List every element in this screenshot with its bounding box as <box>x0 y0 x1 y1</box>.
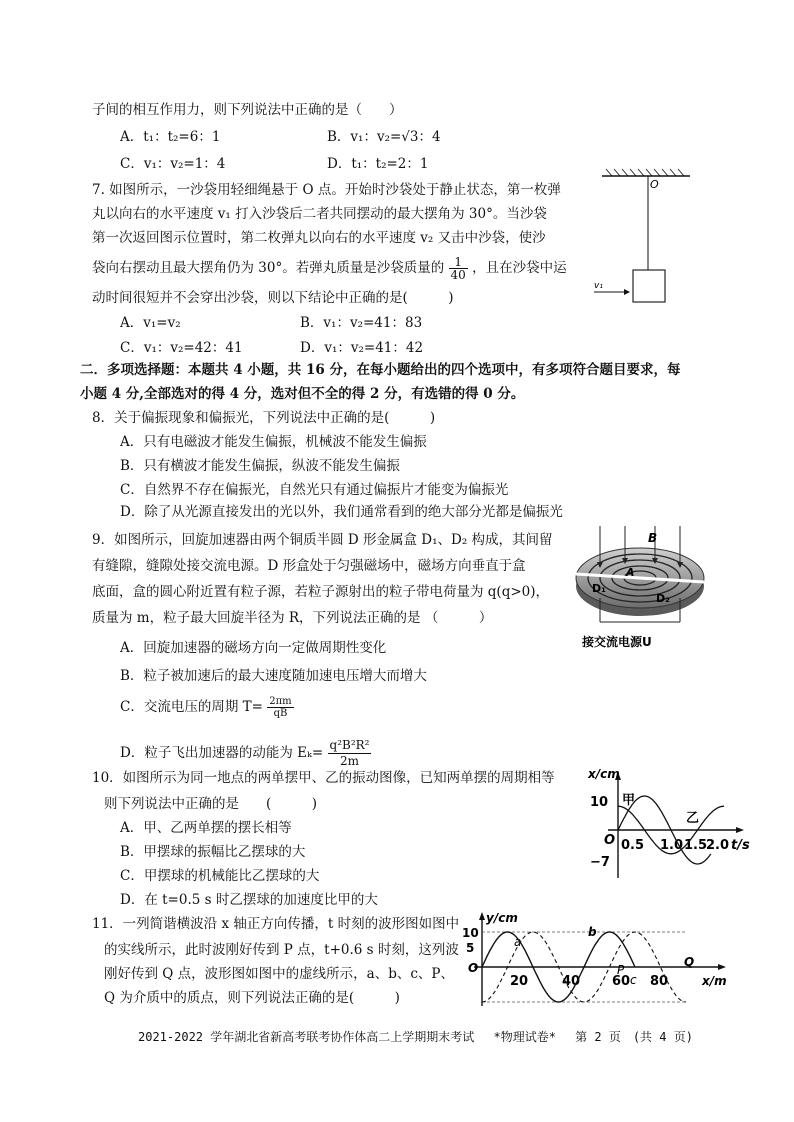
q10-option-d: D．在 t=0.5 s 时乙摆球的加速度比甲的大 <box>120 892 378 908</box>
q9-option-d <box>120 738 371 769</box>
q7-v1-label: v₁ <box>594 281 603 291</box>
q7-option-c: C．v₁：v₂=42：41 <box>120 340 243 356</box>
q10-chart <box>588 768 758 888</box>
q6-option-c: C．v₁：v₂=1：4 <box>120 156 226 172</box>
q11-point-c: c <box>630 973 637 987</box>
page-footer: 2021-2022 学年湖北省新高考联考协作体高二上学期期末考试 *物理试卷* 第 2 页 (共 4 页) <box>138 1030 693 1044</box>
q11-xtick-20: 20 <box>510 974 529 989</box>
q7-option-a: A．v₁=v₂ <box>120 315 181 331</box>
q10-series-jia-label: 甲 <box>622 793 636 808</box>
q9-option-b: B．粒子被加速后的最大速度随加速电压增大而增大 <box>120 668 427 684</box>
q10-ytick-neg7: −7 <box>590 855 610 870</box>
q11-point-q: Q <box>684 955 695 969</box>
q9-line-4: 质量为 m，粒子最大回旋半径为 R，下列说法正确的是 （ ） <box>92 610 493 626</box>
q11-xtick-80: 80 <box>650 974 669 989</box>
q6-option-d: D．t₁：t₂=2：1 <box>327 156 429 172</box>
q10-option-a: A．甲、乙两单摆的摆长相等 <box>120 820 292 836</box>
arrow-right-icon <box>718 964 726 970</box>
arrow-right-icon <box>624 289 630 295</box>
q9-d-num: q²B²R² <box>329 738 370 752</box>
q10-series-yi-label: 乙 <box>686 811 700 826</box>
q9-line-3: 底面，盒的圆心附近置有粒子源，若粒子源射出的粒子带电荷量为 q(q>0)， <box>92 584 550 600</box>
q10-ylabel: x/cm <box>588 768 620 781</box>
q9-b-label: B <box>648 531 658 545</box>
q10-option-c: C．甲摆球的机械能比乙摆球的大 <box>120 868 320 884</box>
q7-line-5: 动时间很短并不会穿出沙袋，则以下结论中正确的是( ) <box>92 290 454 306</box>
q11-ytick-5: 5 <box>466 941 475 955</box>
q11-point-b: b <box>588 925 597 939</box>
q9-d-den: 2m <box>339 754 359 768</box>
q11-xlabel: x/m <box>702 974 727 988</box>
q9-line-2: 有缝隙，缝隙处接交流电源。D 形盒处于匀强磁场中，磁场方向垂直于盒 <box>92 558 526 574</box>
q6-tail: 子间的相互作用力，则下列说法中正确的是（ ） <box>92 102 403 118</box>
q11-line-3: 刚好传到 Q 点，波形图如图中的虚线所示，a、b、c、P、 <box>104 966 454 982</box>
q9-caption: 接交流电源U <box>582 635 652 649</box>
q7-mass-fraction <box>449 256 468 281</box>
q6-option-b: B．v₁：v₂=√3：4 <box>327 129 441 145</box>
q7-line-2: 丸以向右的水平速度 v₁ 打入沙袋后二者共同摆动的最大摆角为 30°。当沙袋 <box>92 206 547 222</box>
q6-option-a: A．t₁：t₂=6：1 <box>120 129 221 145</box>
arrow-up-icon <box>479 912 485 920</box>
section2-heading-line2: 小题 4 分,全部选对的得 4 分，选对但不全的得 2 分，有选错的得 0 分。 <box>80 386 525 402</box>
q7-o-label: O <box>650 178 659 191</box>
q9-option-c <box>120 696 294 719</box>
q7-line-4-text: 袋向右摆动且最大摆角仍为 30°。若弹丸质量是沙袋质量的 <box>92 260 445 276</box>
q10-ytick-10: 10 <box>590 795 609 810</box>
q10-origin: O <box>604 833 616 848</box>
q11-point-p: P <box>617 963 625 977</box>
q9-d2-label: D₂ <box>656 592 670 605</box>
q8-option-d: D．除了从光源直接发出的光以外，我们通常看到的绝大部分光都是偏振光 <box>120 504 563 520</box>
q7-line-1: 7. 如图所示，一沙袋用轻细绳悬于 O 点。开始时沙袋处于静止状态，第一枚弹 <box>92 182 561 198</box>
q9-period-fraction <box>267 696 293 719</box>
q11-origin: O <box>468 961 479 975</box>
q9-energy-fraction <box>328 738 372 769</box>
q10-xtick-0: 0.5 <box>621 838 645 853</box>
q9-option-d-text: D．粒子飞出加速器的动能为 Eₖ= <box>120 745 324 761</box>
arrow-right-icon <box>736 827 744 833</box>
q7-option-d: D．v₁：v₂=41：42 <box>300 340 424 356</box>
q7-line-4-tail: ，且在沙袋中运 <box>472 260 567 276</box>
q10-line-2: 则下列说法中正确的是 ( ) <box>104 796 318 812</box>
q9-option-c-text: C．交流电压的周期 T= <box>120 699 263 715</box>
q9-c-den: qB <box>273 708 288 719</box>
q9-c-num: 2πm <box>269 696 292 707</box>
q10-xtick-1: 1.0 <box>660 838 684 853</box>
q9-a-label: A <box>626 566 635 579</box>
section2-heading-line1: 二．多项选择题：本题共 4 小题，共 16 分，在每小题给出的四个选项中，有多项符合题目要求，每 <box>80 362 681 378</box>
q9-d1-label: D₁ <box>592 582 606 595</box>
q11-xtick-60: 60 <box>612 974 631 989</box>
q7-line-4 <box>92 256 567 281</box>
q8-option-b: B．只有横波才能发生偏振，纵波不能发生偏振 <box>120 458 400 474</box>
q7-frac-num: 1 <box>449 256 468 269</box>
q9-line-1: 9．如图所示，回旋加速器由两个铜质半圆 D 形金属盒 D₁、D₂ 构成，其间留 <box>92 532 553 548</box>
q11-point-a: a <box>514 935 522 949</box>
q10-xtick-2: 1.5 <box>684 838 708 853</box>
q11-line-2: 的实线所示，此时波刚好传到 P 点，t+0.6 s 时刻，这列波 <box>104 942 459 958</box>
q11-ytick-10: 10 <box>462 926 479 940</box>
q11-line-4: Q 为介质中的质点，则下列说法正确的是( ) <box>104 990 400 1006</box>
q8-stem: 8．关于偏振现象和偏振光，下列说法中正确的是( ) <box>92 410 436 426</box>
q7-pendulum-figure <box>590 168 700 318</box>
q7-line-3: 第一次返回图示位置时，第二枚弹丸以向右的水平速度 v₂ 又击中沙袋，使沙 <box>92 230 546 246</box>
q8-option-a: A．只有电磁波才能发生偏振，机械波不能发生偏振 <box>120 434 427 450</box>
q9-cyclotron-figure <box>570 524 715 652</box>
q8-option-c: C．自然界不存在偏振光，自然光只有通过偏振片才能变为偏振光 <box>120 482 509 498</box>
q11-line-1: 11．一列简谐横波沿 x 轴正方向传播，t 时刻的波形图如图中 <box>92 916 460 932</box>
q10-option-b: B．甲摆球的振幅比乙摆球的大 <box>120 844 306 860</box>
q11-xtick-40: 40 <box>562 974 581 989</box>
q10-xtick-3: 2.0 <box>706 838 730 853</box>
q7-frac-den: 40 <box>450 268 466 282</box>
sandbag <box>633 270 665 302</box>
q9-option-a: A．回旋加速器的磁场方向一定做周期性变化 <box>120 640 387 656</box>
q10-line-1: 10．如图所示为同一地点的两单摆甲、乙的振动图像，已知两单摆的周期相等 <box>92 770 555 786</box>
q7-option-b: B．v₁：v₂=41：83 <box>300 315 423 331</box>
q11-chart <box>462 910 732 1010</box>
q10-xlabel: t/s <box>731 838 750 853</box>
q11-ylabel: y/cm <box>486 911 518 925</box>
